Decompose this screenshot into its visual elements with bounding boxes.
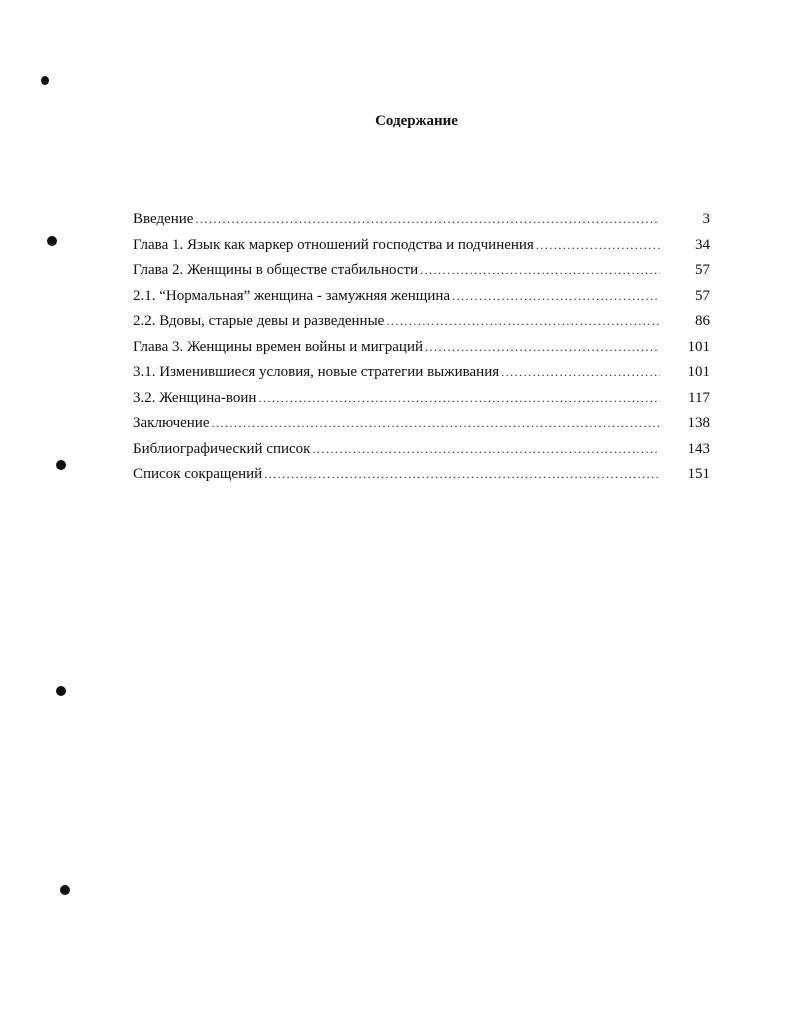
toc-entry-label: 3.2. Женщина-воин (133, 389, 257, 406)
dot-leader (258, 391, 660, 406)
toc-entry-label: Заключение (133, 415, 210, 431)
toc-entry-page: 101 (687, 338, 710, 355)
toc-entry-page: 86 (695, 313, 710, 329)
toc-entry-page: 57 (695, 262, 710, 278)
dot-leader (420, 263, 660, 278)
toc-entry-label: Глава 2. Женщины в обществе стабильности (133, 262, 419, 278)
toc-entry-page: 151 (687, 466, 710, 482)
toc-entry (133, 415, 710, 441)
dot-leader (501, 365, 660, 380)
toc-entry-label: Список сокращений (133, 466, 263, 482)
page-title: Содержание (375, 113, 458, 129)
punch-hole-mark (41, 76, 49, 85)
toc-entry-page: 3 (702, 211, 710, 227)
dot-leader (312, 442, 660, 457)
dot-leader (264, 467, 660, 482)
toc-entry (133, 288, 710, 314)
toc-entry-page: 34 (695, 236, 710, 253)
toc-entry (133, 339, 710, 365)
toc-entry (133, 441, 710, 467)
toc-entry-label: Глава 1. Язык как маркер отношений господства и подчинения (133, 236, 534, 253)
punch-hole-mark (47, 236, 57, 246)
toc-entry-page: 57 (695, 287, 710, 304)
toc-entry-page: 117 (688, 389, 710, 406)
toc-entry-page: 143 (687, 440, 710, 457)
toc-entry (133, 211, 710, 237)
dot-leader (212, 416, 661, 431)
toc-entry (133, 390, 710, 416)
toc-entry (133, 313, 710, 339)
toc-entry-label: Введение (133, 211, 194, 227)
toc-entry-label: 2.1. “Нормальная” женщина - замужняя женщина (133, 287, 451, 304)
toc-entry (133, 262, 710, 288)
toc-entry-label: Библиографический список (133, 440, 311, 457)
punch-hole-mark (56, 460, 66, 470)
dot-leader (425, 340, 660, 355)
dot-leader (452, 289, 660, 304)
toc-entry-label: 2.2. Вдовы, старые девы и разведенные (133, 313, 385, 329)
toc-entry-label: 3.1. Изменившиеся условия, новые стратегии выживания (133, 364, 500, 380)
toc-entry (133, 237, 710, 263)
table-of-contents (133, 211, 710, 492)
toc-entry-label: Глава 3. Женщины времен войны и миграций (133, 338, 423, 355)
dot-leader (386, 314, 660, 329)
dot-leader (536, 238, 660, 253)
punch-hole-mark (56, 686, 66, 696)
toc-entry (133, 364, 710, 390)
toc-entry-page: 138 (687, 415, 710, 431)
toc-entry-page: 101 (687, 364, 710, 380)
toc-entry (133, 466, 710, 492)
dot-leader (195, 212, 660, 227)
punch-hole-mark (60, 885, 70, 895)
